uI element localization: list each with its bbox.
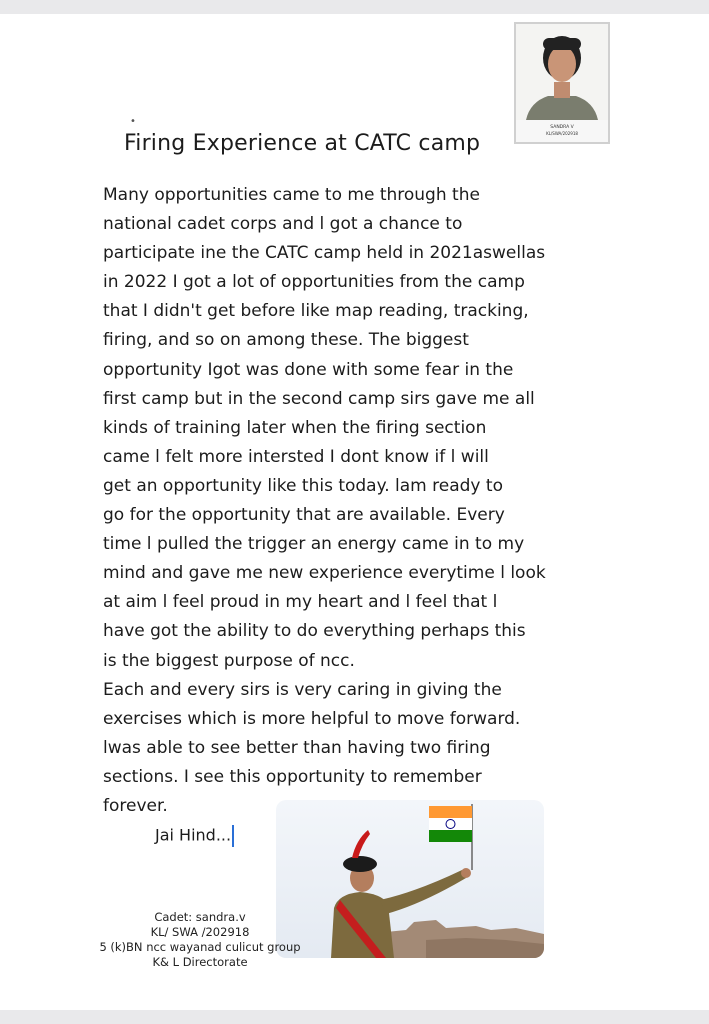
page-title: Firing Experience at CATC camp: [124, 131, 481, 156]
stray-dot: •: [130, 116, 136, 127]
essay-line: at aim l feel proud in my heart and l feel that l: [103, 592, 498, 613]
signature-directorate: K& L Directorate: [152, 955, 248, 969]
essay-line: that I didn't get before like map reading, tracking,: [103, 301, 529, 322]
essay-line: national cadet corps and l got a chance to: [103, 214, 463, 235]
passport-name: SANDRA V: [550, 125, 574, 130]
essay-line: get an opportunity like this today. lam ready to: [103, 475, 503, 496]
text-cursor: [232, 825, 234, 847]
essay-line: lwas able to see better than having two firing: [103, 737, 491, 758]
signature-block: [40, 910, 360, 970]
essay-line: have got the ability to do everything perhaps this: [103, 621, 526, 642]
essay-line: first camp but in the second camp sirs gave me all: [103, 388, 535, 409]
essay-line: time l pulled the trigger an energy came in to my: [103, 534, 525, 555]
essay-line: kinds of training later when the firing section: [103, 417, 487, 438]
essay-line: forever.: [103, 795, 168, 816]
essay-line: came l felt more intersted I dont know if l will: [103, 446, 489, 467]
passport-photo: [514, 22, 610, 144]
essay-line: participate ine the CATC camp held in 2021aswellas: [103, 243, 546, 264]
passport-id: KL/SWA/202918: [546, 131, 578, 136]
essay-line: mind and gave me new experience everytime l look: [103, 563, 546, 584]
signature-id: KL/ SWA /202918: [150, 925, 250, 939]
essay-line: firing, and so on among these. The biggest: [103, 330, 469, 351]
essay-line: Each and every sirs is very caring in giving the: [103, 679, 502, 700]
essay-line: is the biggest purpose of ncc.: [103, 650, 355, 671]
essay-line: exercises which is more helpful to move forward.: [103, 708, 521, 729]
signature-battalion: 5 (k)BN ncc wayanad culicut group: [99, 940, 301, 954]
essay-body: [103, 181, 603, 821]
closing-text: [155, 825, 234, 847]
essay-line: go for the opportunity that are available. Every: [103, 505, 505, 526]
essay-line: in 2022 I got a lot of opportunities from the camp: [103, 272, 525, 293]
closing-label: Jai Hind...: [155, 825, 232, 845]
essay-line: Many opportunities came to me through the: [103, 185, 480, 205]
signature-cadet: Cadet: sandra.v: [154, 910, 246, 924]
essay-line: sections. I see this opportunity to remember: [103, 766, 482, 787]
essay-line: opportunity Igot was done with some fear in the: [103, 359, 514, 380]
